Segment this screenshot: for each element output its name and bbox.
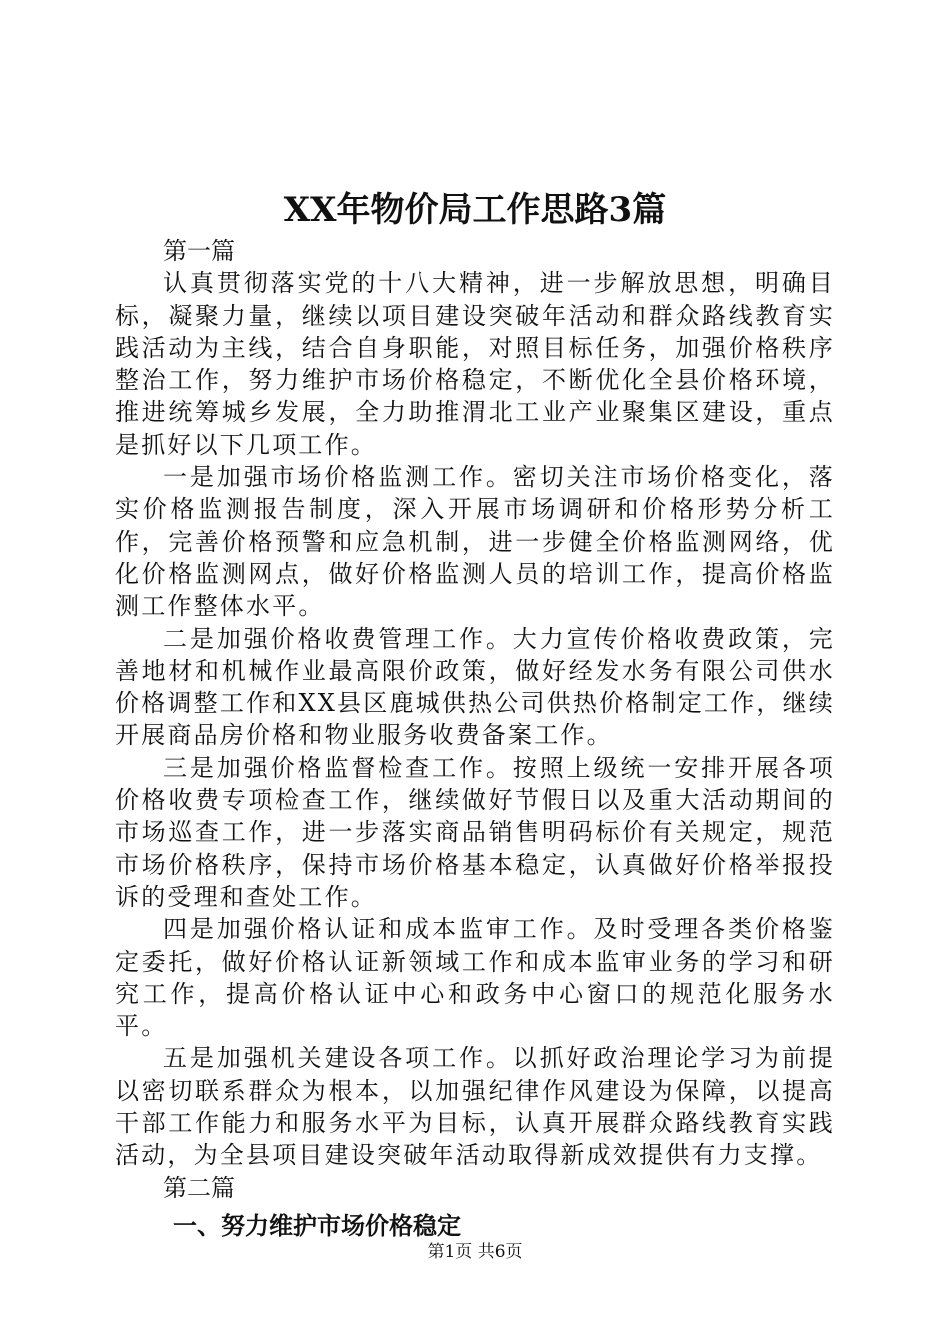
document-body [115, 235, 835, 1246]
paragraph-item-4: 四是加强价格认证和成本监审工作。及时受理各类价格鉴定委托，做好价格认证新领域工作和成本监审业务的学习和研究工作，提高价格认证中心和政务中心窗口的规范化服务水平。 [115, 915, 835, 1041]
section-heading: 一、努力维护市场价格稳定 [173, 1211, 461, 1240]
document-title: XX年物价局工作思路3篇 [283, 190, 667, 230]
paragraph-item-5: 五是加强机关建设各项工作。以抓好政治理论学习为前提以密切联系群众为根本，以加强纪律作风建设为保障，以提高干部工作能力和服务水平为目标，认真开展群众路线教育实践活动，为全县项目建设突破年活动取得新成效提供有力支撑。 [115, 1044, 835, 1170]
section-label-1: 第一篇 [163, 237, 235, 265]
page-footer: 第1页 共6页 [427, 1242, 523, 1262]
paragraph-item-2: 二是加强价格收费管理工作。大力宣传价格收费政策，完善地材和机械作业最高限价政策，做好经发水务有限公司供水价格调整工作和XX县区鹿城供热公司供热价格制定工作，继续开展商品房价格和物业服务收费备案工作。 [115, 624, 835, 750]
paragraph-item-3: 三是加强价格监督检查工作。按照上级统一安排开展各项价格收费专项检查工作，继续做好节假日以及重大活动期间的市场巡查工作，进一步落实商品销售明码标价有关规定，规范市场价格秩序，保持市场价格基本稳定，认真做好价格举报投诉的受理和查处工作。 [115, 753, 835, 911]
section-label-2: 第二篇 [163, 1173, 235, 1202]
paragraph-item-1: 一是加强市场价格监测工作。密切关注市场价格变化，落实价格监测报告制度，深入开展市场调研和价格形势分析工作，完善价格预警和应急机制，进一步健全价格监测网络，优化价格监测网点，做好价格监测人员的培训工作，提高价格监测工作整体水平。 [115, 463, 835, 621]
paragraph-intro: 认真贯彻落实党的十八大精神，进一步解放思想，明确目标，凝聚力量，继续以项目建设突破年活动和群众路线教育实践活动为主线，结合自身职能，对照目标任务，加强价格秩序整治工作，努力维护市场价格稳定，不断优化全县价格环境，推进统筹城乡发展，全力助推渭北工业产业聚集区建设，重点是抓好以下几项工作。 [115, 269, 835, 459]
